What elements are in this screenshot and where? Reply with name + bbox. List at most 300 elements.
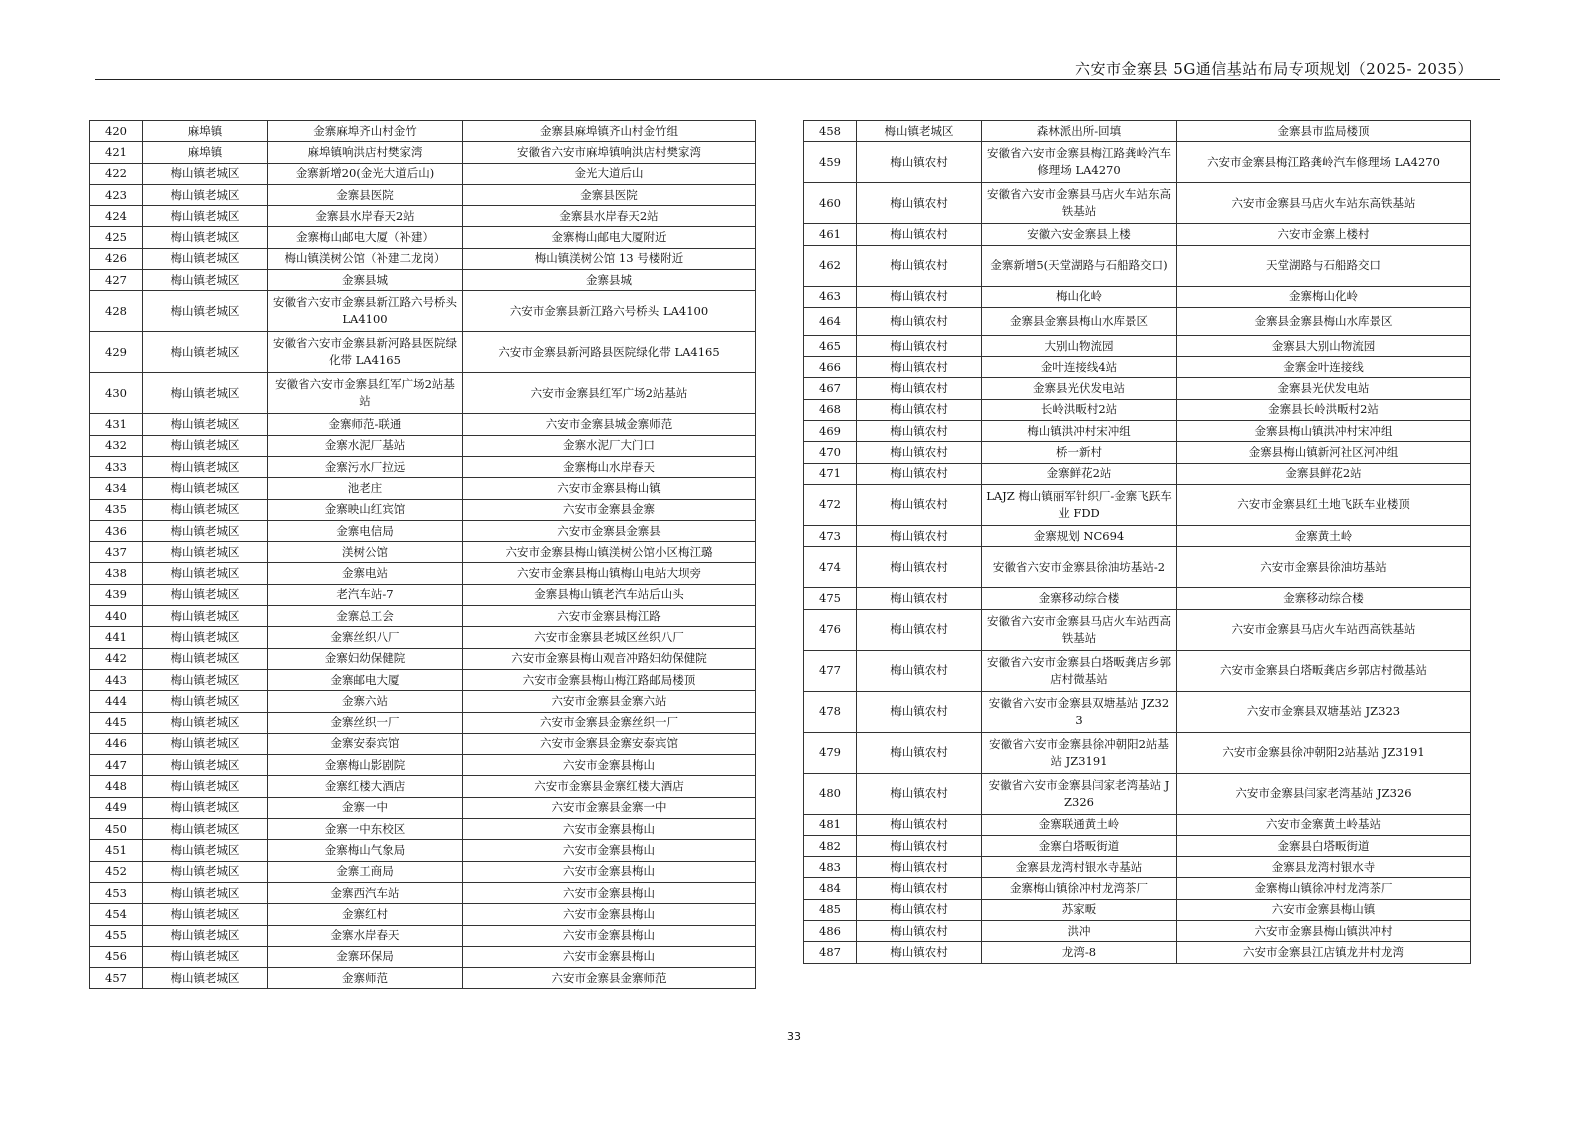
table-row [90,456,756,477]
cell-address: 梅山镇渼树公馆 13 号楼附近 [463,248,756,269]
cell-area: 梅山镇老城区 [143,840,268,861]
cell-site-name: 金寨县光伏发电站 [982,378,1177,399]
cell-number: 431 [90,414,143,435]
cell-site-name: 金寨鲜花2站 [982,463,1177,484]
right-site-table [803,120,1471,964]
cell-site-name: 金寨电站 [268,563,463,584]
cell-site-name: 金寨县龙湾村银水寺基站 [982,857,1177,878]
cell-site-name: 金寨总工会 [268,606,463,627]
cell-address: 六安市金寨县徐冲朝阳2站基站 JZ3191 [1177,732,1471,773]
cell-site-name: 安徽省六安市金寨县白塔畈龚店乡郭店村微基站 [982,650,1177,691]
cell-area: 梅山镇老城区 [857,121,982,142]
table-row [804,650,1471,691]
cell-number: 453 [90,882,143,903]
cell-number: 481 [804,814,857,835]
cell-number: 482 [804,835,857,856]
cell-address: 六安市金寨县徐油坊基站 [1177,547,1471,588]
cell-site-name: 金寨县城 [268,270,463,291]
cell-area: 梅山镇农村 [857,609,982,650]
cell-address: 六安市金寨县梅山 [463,819,756,840]
left-site-table [89,120,756,989]
cell-area: 梅山镇老城区 [143,520,268,541]
table-row [90,627,756,648]
cell-site-name: 金寨西汽车站 [268,882,463,903]
cell-site-name: 安徽省六安市金寨县新河路县医院绿化带 LA4165 [268,332,463,373]
cell-number: 469 [804,421,857,442]
cell-number: 445 [90,712,143,733]
cell-number: 470 [804,442,857,463]
cell-site-name: 金寨白塔畈街道 [982,835,1177,856]
cell-site-name: 森林派出所-回填 [982,121,1177,142]
cell-number: 479 [804,732,857,773]
table-row [90,121,756,142]
table-row [90,712,756,733]
cell-area: 梅山镇农村 [857,307,982,335]
cell-number: 457 [90,968,143,989]
cell-address: 六安市金寨县梅山镇渼树公馆小区梅江璐 [463,542,756,563]
cell-address: 六安市金寨县金寨县 [463,520,756,541]
cell-area: 梅山镇农村 [857,224,982,245]
cell-address: 六安市金寨县金寨 [463,499,756,520]
cell-site-name: 金寨梅山气象局 [268,840,463,861]
table-row [804,814,1471,835]
cell-area: 梅山镇老城区 [143,542,268,563]
cell-area: 梅山镇农村 [857,878,982,899]
cell-site-name: 金寨师范-联通 [268,414,463,435]
table-row [804,691,1471,732]
cell-address: 六安市金寨县梅江路 [463,606,756,627]
cell-number: 459 [804,142,857,183]
cell-area: 梅山镇老城区 [143,332,268,373]
cell-area: 梅山镇农村 [857,335,982,356]
cell-address: 六安市金寨县梅山 [463,946,756,967]
cell-number: 438 [90,563,143,584]
table-row [804,399,1471,420]
cell-address: 金寨县光伏发电站 [1177,378,1471,399]
cell-address: 金寨县梅山镇洪冲村宋冲组 [1177,421,1471,442]
cell-address: 金寨梅山邮电大厦附近 [463,227,756,248]
cell-area: 梅山镇农村 [857,588,982,609]
cell-number: 486 [804,921,857,942]
table-row [90,861,756,882]
cell-address: 金寨县大别山物流园 [1177,335,1471,356]
cell-site-name: 金寨麻埠齐山村金竹 [268,121,463,142]
cell-address: 六安市金寨县新江路六号桥头 LA4100 [463,291,756,332]
table-row [804,942,1471,963]
table-row [90,270,756,291]
cell-area: 梅山镇农村 [857,547,982,588]
table-row [90,797,756,818]
cell-number: 424 [90,206,143,227]
cell-address: 金寨县市监局楼顶 [1177,121,1471,142]
cell-area: 梅山镇老城区 [143,819,268,840]
cell-site-name: 金寨红村 [268,904,463,925]
cell-site-name: 金寨新增5(天堂湖路与石船路交口) [982,245,1177,286]
cell-area: 梅山镇老城区 [143,248,268,269]
cell-site-name: 金寨映山红宾馆 [268,499,463,520]
cell-address: 六安市金寨县马店火车站东高铁基站 [1177,183,1471,224]
table-row [804,463,1471,484]
cell-area: 梅山镇老城区 [143,478,268,499]
table-row [804,378,1471,399]
table-row [90,435,756,456]
cell-number: 444 [90,691,143,712]
cell-address: 天堂湖路与石船路交口 [1177,245,1471,286]
cell-number: 437 [90,542,143,563]
cell-address: 金寨梅山水岸春天 [463,456,756,477]
cell-address: 六安市金寨县梅山 [463,904,756,925]
left-table-body [90,121,756,989]
cell-address: 安徽省六安市麻埠镇响洪店村樊家湾 [463,142,756,163]
document-header-title: 六安市金寨县 5G通信基站布局专项规划（2025- 2035） [1075,60,1473,78]
cell-address: 六安市金寨县江店镇龙井村龙湾 [1177,942,1471,963]
cell-number: 473 [804,525,857,546]
cell-site-name: 金寨丝织一厂 [268,712,463,733]
table-row [90,332,756,373]
cell-address: 六安市金寨县红军广场2站基站 [463,373,756,414]
table-row [804,547,1471,588]
cell-address: 六安市金寨县梅山 [463,840,756,861]
table-row [90,925,756,946]
cell-area: 梅山镇农村 [857,732,982,773]
cell-site-name: 桥一新村 [982,442,1177,463]
cell-address: 六安市金寨县金寨丝织一厂 [463,712,756,733]
cell-area: 梅山镇农村 [857,857,982,878]
table-row [90,733,756,754]
cell-area: 梅山镇农村 [857,899,982,920]
cell-address: 金寨县长岭洪畈村2站 [1177,399,1471,420]
cell-area: 梅山镇老城区 [143,206,268,227]
cell-area: 梅山镇农村 [857,773,982,814]
cell-site-name: 苏家畈 [982,899,1177,920]
cell-number: 483 [804,857,857,878]
cell-site-name: 金寨妇幼保健院 [268,648,463,669]
cell-area: 梅山镇老城区 [143,648,268,669]
cell-address: 金光大道后山 [463,163,756,184]
table-row [804,286,1471,307]
table-row [804,835,1471,856]
table-row [90,755,756,776]
cell-site-name: 池老庄 [268,478,463,499]
cell-address: 六安市金寨县闫家老湾基站 JZ326 [1177,773,1471,814]
table-row [804,484,1471,525]
cell-address: 金寨梅山镇徐冲村龙湾茶厂 [1177,878,1471,899]
table-row [90,163,756,184]
cell-site-name: 金寨县医院 [268,184,463,205]
cell-site-name: 金寨电信局 [268,520,463,541]
table-row [90,499,756,520]
table-row [90,542,756,563]
cell-address: 六安市金寨县梅山镇洪冲村 [1177,921,1471,942]
cell-number: 477 [804,650,857,691]
table-row [804,142,1471,183]
cell-area: 梅山镇老城区 [143,925,268,946]
cell-area: 梅山镇老城区 [143,882,268,903]
cell-area: 梅山镇农村 [857,421,982,442]
cell-site-name: 金寨六站 [268,691,463,712]
table-row [804,878,1471,899]
cell-site-name: 金寨移动综合楼 [982,588,1177,609]
table-row [90,478,756,499]
cell-address: 金寨金叶连接线 [1177,357,1471,378]
cell-area: 梅山镇老城区 [143,861,268,882]
cell-area: 梅山镇农村 [857,378,982,399]
cell-area: 梅山镇老城区 [143,373,268,414]
cell-address: 金寨县鲜花2站 [1177,463,1471,484]
cell-area: 梅山镇老城区 [143,712,268,733]
cell-site-name: 安徽省六安市金寨县红军广场2站基站 [268,373,463,414]
cell-site-name: 金寨水泥厂基站 [268,435,463,456]
cell-address: 六安市金寨县金寨师范 [463,968,756,989]
cell-area: 梅山镇老城区 [143,291,268,332]
cell-number: 427 [90,270,143,291]
table-row [90,414,756,435]
cell-address: 金寨县金寨县梅山水库景区 [1177,307,1471,335]
cell-address: 六安市金寨县红土地飞跃车业楼顶 [1177,484,1471,525]
cell-site-name: 安徽省六安市金寨县马店火车站西高铁基站 [982,609,1177,650]
cell-address: 六安市金寨县梅山观音冲路妇幼保健院 [463,648,756,669]
cell-number: 432 [90,435,143,456]
cell-number: 475 [804,588,857,609]
cell-area: 梅山镇农村 [857,484,982,525]
cell-site-name: 梅山镇渼树公馆（补建二龙岗） [268,248,463,269]
cell-area: 梅山镇农村 [857,442,982,463]
cell-number: 476 [804,609,857,650]
cell-number: 429 [90,332,143,373]
cell-number: 451 [90,840,143,861]
cell-number: 442 [90,648,143,669]
cell-area: 梅山镇农村 [857,463,982,484]
table-row [804,421,1471,442]
cell-number: 480 [804,773,857,814]
cell-area: 梅山镇老城区 [143,946,268,967]
cell-site-name: 金寨规划 NC694 [982,525,1177,546]
table-row [804,224,1471,245]
table-row [90,691,756,712]
cell-area: 梅山镇老城区 [143,435,268,456]
cell-number: 420 [90,121,143,142]
cell-address: 金寨移动综合楼 [1177,588,1471,609]
table-row [804,732,1471,773]
cell-site-name: 安徽六安金寨县上楼 [982,224,1177,245]
cell-site-name: LAJZ 梅山镇丽军针织厂-金寨飞跃车业 FDD [982,484,1177,525]
table-row [804,245,1471,286]
cell-address: 六安市金寨县白塔畈龚店乡郭店村微基站 [1177,650,1471,691]
table-row [90,776,756,797]
cell-address: 六安市金寨县金寨红楼大酒店 [463,776,756,797]
cell-site-name: 安徽省六安市金寨县新江路六号桥头 LA4100 [268,291,463,332]
cell-number: 454 [90,904,143,925]
cell-area: 梅山镇农村 [857,942,982,963]
cell-address: 六安市金寨县金寨六站 [463,691,756,712]
cell-address: 金寨县水岸春天2站 [463,206,756,227]
cell-site-name: 安徽省六安市金寨县徐油坊基站-2 [982,547,1177,588]
cell-number: 460 [804,183,857,224]
table-row [804,921,1471,942]
table-row [90,946,756,967]
cell-address: 金寨县白塔畈街道 [1177,835,1471,856]
cell-area: 梅山镇农村 [857,691,982,732]
cell-area: 梅山镇老城区 [143,563,268,584]
table-row [804,357,1471,378]
table-row [804,525,1471,546]
cell-site-name: 长岭洪畈村2站 [982,399,1177,420]
table-row [804,183,1471,224]
cell-number: 474 [804,547,857,588]
cell-area: 梅山镇农村 [857,814,982,835]
cell-site-name: 金寨红楼大酒店 [268,776,463,797]
cell-site-name: 金寨县金寨县梅山水库景区 [982,307,1177,335]
cell-area: 梅山镇老城区 [143,456,268,477]
cell-site-name: 安徽省六安市金寨县闫家老湾基站 JZ326 [982,773,1177,814]
cell-address: 六安市金寨县新河路县医院绿化带 LA4165 [463,332,756,373]
cell-number: 450 [90,819,143,840]
table-row [90,563,756,584]
cell-number: 484 [804,878,857,899]
cell-address: 金寨县麻埠镇齐山村金竹组 [463,121,756,142]
cell-site-name: 金寨新增20(金光大道后山) [268,163,463,184]
cell-area: 梅山镇农村 [857,245,982,286]
table-row [90,373,756,414]
cell-area: 梅山镇老城区 [143,499,268,520]
cell-number: 422 [90,163,143,184]
cell-site-name: 安徽省六安市金寨县徐冲朝阳2站基站 JZ3191 [982,732,1177,773]
cell-address: 六安市金寨县梅山 [463,861,756,882]
cell-number: 449 [90,797,143,818]
cell-number: 487 [804,942,857,963]
cell-site-name: 金叶连接线4站 [982,357,1177,378]
cell-site-name: 安徽省六安市金寨县梅江路龚岭汽车修理场 LA4270 [982,142,1177,183]
table-row [804,899,1471,920]
cell-number: 456 [90,946,143,967]
cell-area: 梅山镇农村 [857,399,982,420]
cell-site-name: 安徽省六安市金寨县马店火车站东高铁基站 [982,183,1177,224]
cell-address: 六安市金寨县马店火车站西高铁基站 [1177,609,1471,650]
cell-number: 441 [90,627,143,648]
cell-number: 433 [90,456,143,477]
cell-number: 421 [90,142,143,163]
cell-number: 468 [804,399,857,420]
cell-address: 六安市金寨县梅山 [463,925,756,946]
table-row [804,335,1471,356]
cell-site-name: 大别山物流园 [982,335,1177,356]
cell-address: 六安市金寨县梅山梅江路邮局楼顶 [463,669,756,690]
cell-address: 金寨梅山化岭 [1177,286,1471,307]
table-row [90,291,756,332]
cell-number: 472 [804,484,857,525]
table-row [804,588,1471,609]
cell-area: 梅山镇农村 [857,357,982,378]
cell-area: 梅山镇老城区 [143,691,268,712]
cell-area: 梅山镇老城区 [143,414,268,435]
cell-address: 六安市金寨县金寨一中 [463,797,756,818]
cell-area: 梅山镇老城区 [143,904,268,925]
cell-number: 458 [804,121,857,142]
table-row [90,882,756,903]
table-row [90,606,756,627]
cell-address: 金寨水泥厂大门口 [463,435,756,456]
table-row [90,968,756,989]
cell-area: 梅山镇农村 [857,921,982,942]
cell-site-name: 安徽省六安市金寨县双塘基站 JZ323 [982,691,1177,732]
cell-number: 455 [90,925,143,946]
cell-address: 金寨县龙湾村银水寺 [1177,857,1471,878]
cell-address: 六安市金寨县梅山镇 [463,478,756,499]
cell-area: 梅山镇老城区 [143,227,268,248]
cell-number: 436 [90,520,143,541]
cell-area: 梅山镇老城区 [143,606,268,627]
cell-number: 463 [804,286,857,307]
table-row [90,184,756,205]
cell-site-name: 金寨师范 [268,968,463,989]
table-row [90,669,756,690]
cell-site-name: 金寨县水岸春天2站 [268,206,463,227]
cell-site-name: 金寨联通黄土岭 [982,814,1177,835]
cell-address: 金寨县梅山镇新河社区河冲组 [1177,442,1471,463]
cell-address: 六安市金寨县金寨安泰宾馆 [463,733,756,754]
cell-site-name: 金寨环保局 [268,946,463,967]
cell-area: 梅山镇老城区 [143,584,268,605]
cell-site-name: 金寨安泰宾馆 [268,733,463,754]
cell-area: 梅山镇农村 [857,142,982,183]
cell-address: 金寨黄土岭 [1177,525,1471,546]
cell-number: 478 [804,691,857,732]
cell-address: 六安市金寨上楼村 [1177,224,1471,245]
cell-area: 梅山镇老城区 [143,669,268,690]
cell-number: 471 [804,463,857,484]
cell-site-name: 金寨梅山邮电大厦（补建） [268,227,463,248]
table-row [90,904,756,925]
cell-site-name: 梅山镇洪冲村宋冲组 [982,421,1177,442]
cell-number: 462 [804,245,857,286]
cell-address: 六安市金寨县梅山 [463,755,756,776]
cell-address: 金寨县城 [463,270,756,291]
cell-address: 六安市金寨县老城区丝织八厂 [463,627,756,648]
cell-address: 六安市金寨黄土岭基站 [1177,814,1471,835]
cell-number: 485 [804,899,857,920]
cell-site-name: 龙湾-8 [982,942,1177,963]
cell-address: 金寨县梅山镇老汽车站后山头 [463,584,756,605]
cell-address: 六安市金寨县双塘基站 JZ323 [1177,691,1471,732]
cell-number: 446 [90,733,143,754]
cell-address: 六安市金寨县梅山镇梅山电站大坝旁 [463,563,756,584]
cell-number: 435 [90,499,143,520]
table-row [804,857,1471,878]
table-row [90,520,756,541]
cell-number: 447 [90,755,143,776]
cell-area: 梅山镇老城区 [143,270,268,291]
cell-area: 梅山镇老城区 [143,733,268,754]
cell-area: 梅山镇农村 [857,525,982,546]
cell-address: 六安市金寨县城金寨师范 [463,414,756,435]
cell-site-name: 金寨一中 [268,797,463,818]
cell-area: 梅山镇老城区 [143,163,268,184]
cell-area: 麻埠镇 [143,121,268,142]
cell-number: 428 [90,291,143,332]
cell-area: 梅山镇农村 [857,650,982,691]
cell-site-name: 渼树公馆 [268,542,463,563]
cell-area: 梅山镇老城区 [143,968,268,989]
cell-site-name: 金寨梅山影剧院 [268,755,463,776]
cell-number: 443 [90,669,143,690]
cell-number: 423 [90,184,143,205]
table-row [90,206,756,227]
cell-number: 448 [90,776,143,797]
table-row [90,248,756,269]
cell-site-name: 金寨一中东校区 [268,819,463,840]
table-row [90,648,756,669]
cell-area: 梅山镇老城区 [143,755,268,776]
